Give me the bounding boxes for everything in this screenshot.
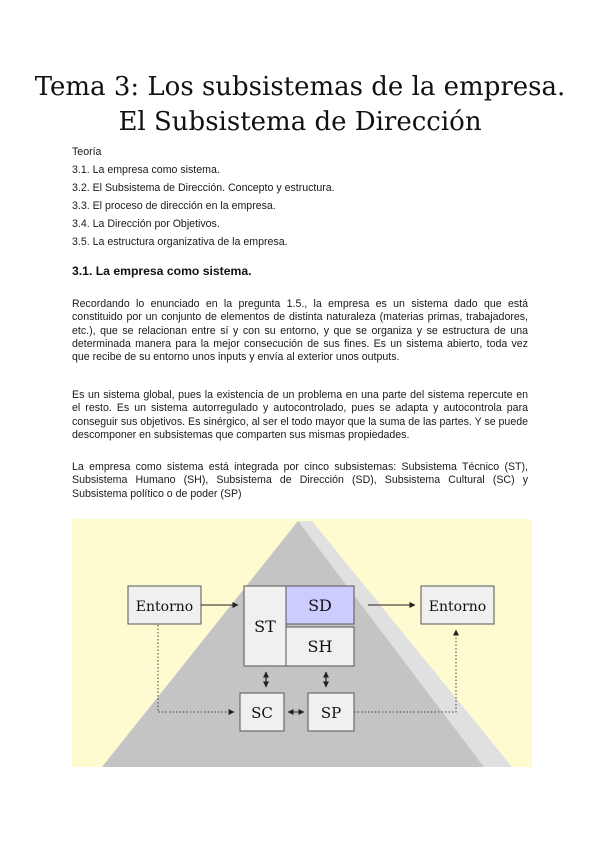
toc-item: 3.5. La estructura organizativa de la empresa. — [72, 236, 288, 248]
toc-item: 3.3. El proceso de dirección en la empresa. — [72, 200, 276, 212]
diagram-svg — [72, 519, 532, 767]
toc-item: 3.1. La empresa como sistema. — [72, 164, 220, 176]
sh-label: SH — [307, 637, 333, 656]
toc-heading: Teoría — [72, 146, 102, 158]
st-label: ST — [254, 617, 276, 636]
toc-item: 3.4. La Dirección por Objetivos. — [72, 218, 220, 230]
document-title — [0, 70, 600, 140]
sc-label: SC — [251, 704, 273, 722]
sd-label: SD — [308, 596, 332, 615]
paragraph-1: Recordando lo enunciado en la pregunta 1.5., la empresa es un sistema dado que está constituido por un conjunto de elementos de distinta naturaleza (materias primas, trabajadores, etc.), que se relacionan entre sí y con su entorno, y que se organiza y se estructura de una determinada manera para la mejor consecución de sus fines. Es un sistema abierto, toda vez que recibe de su entorno unos inputs y envía al exterior unos outputs. — [72, 298, 528, 364]
paragraph-2: Es un sistema global, pues la existencia de un problema en una parte del sistema repercute en el resto. Es un sistema autorregulado y autocontrolado, pues se adapta y autocontrola para conseguir sus objetivos. Es sinérgico, al ser el todo mayor que la suma de las partes. Y se puede descomponer en subsistemas que comparten sus mismas propiedades. — [72, 389, 528, 441]
title-line-1: Tema 3: Los subsistemas de la empresa. — [34, 72, 566, 102]
toc-item: 3.2. El Subsistema de Dirección. Concepto y estructura. — [72, 182, 335, 194]
sp-label: SP — [320, 704, 342, 722]
title-line-2: El Subsistema de Dirección — [118, 107, 482, 137]
section-heading: 3.1. La empresa como sistema. — [72, 264, 252, 278]
table-of-contents — [72, 143, 335, 251]
entorno-right-label: Entorno — [428, 599, 487, 615]
subsystems-diagram — [72, 519, 532, 767]
entorno-left-label: Entorno — [135, 599, 194, 615]
paragraph-3: La empresa como sistema está integrada por cinco subsistemas: Subsistema Técnico (ST), Subsistema Humano (SH), Subsistema de Dirección (SD), Subsistema Cultural (SC) y Subsistema político o de poder (SP) — [72, 461, 528, 500]
